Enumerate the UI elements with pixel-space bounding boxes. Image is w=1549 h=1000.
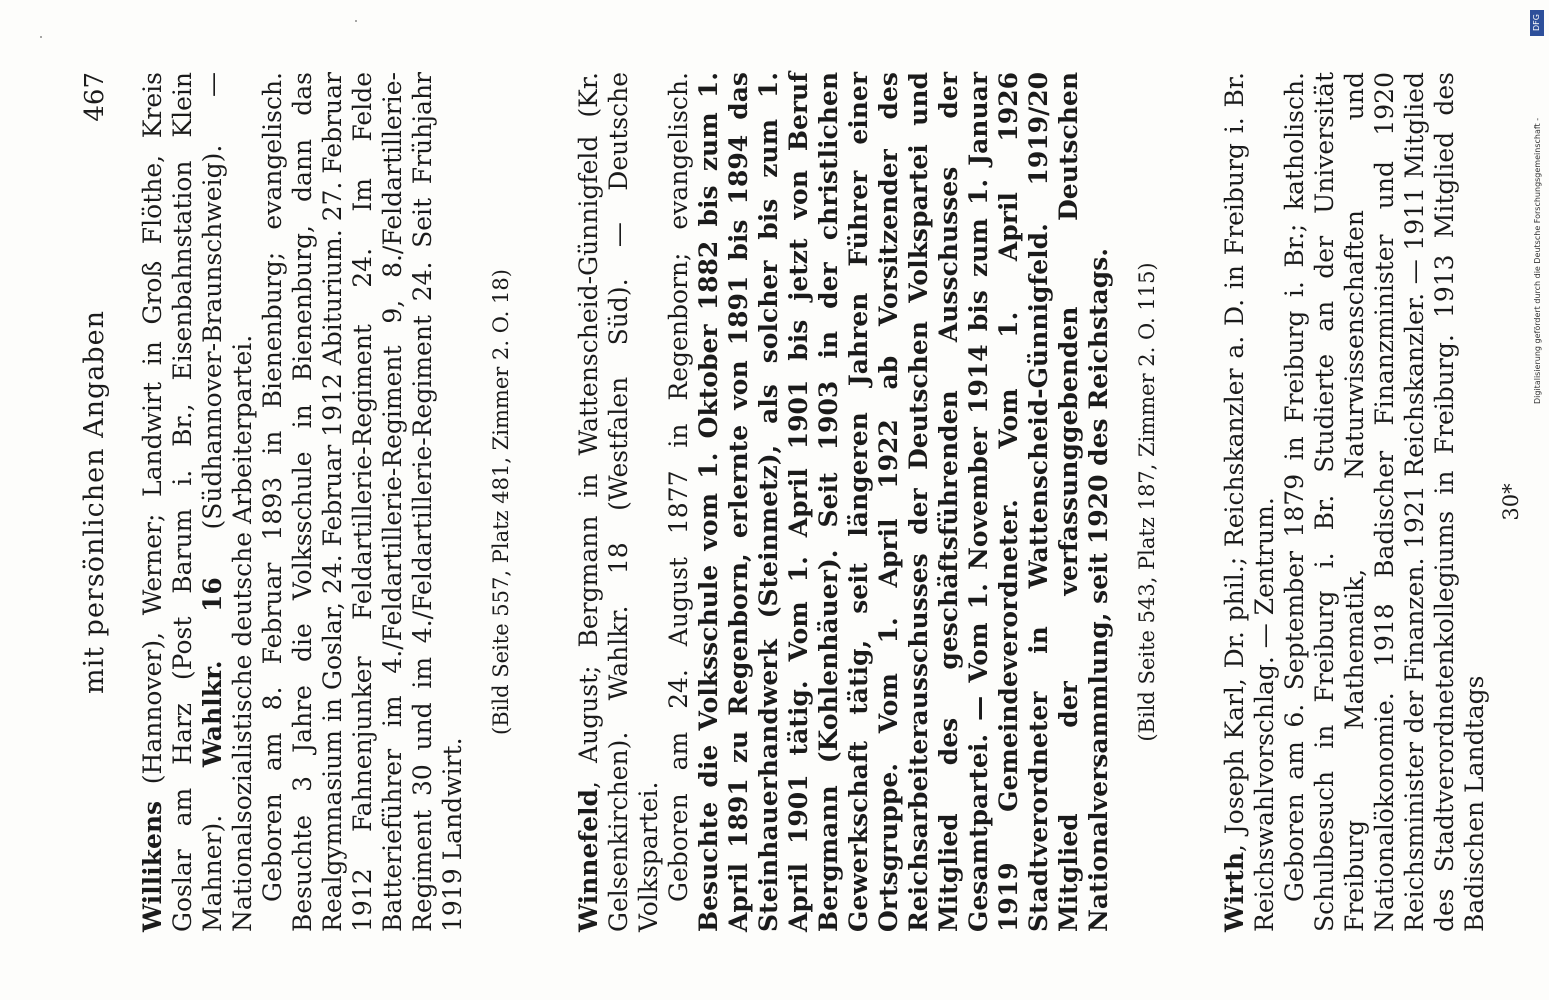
digitization-credit: Digitalisierung gefördert durch die Deutsche Forschungsgemeinschaft - (1533, 117, 1542, 404)
district-label: Wahlkr. 16 (198, 577, 227, 768)
entry-district: (Südhannover-Braunschweig). — Nationalsozialistische deutsche Arbeiterpartei. (198, 72, 257, 932)
digitization-sidebar (1528, 8, 1548, 993)
photo-reference: (Bild Seite 557, Platz 481, Zimmer 2. O. 18) (489, 269, 513, 735)
entry-wirth (1220, 72, 1490, 932)
entry-intro: (Hannover), Werner; Landwirt in Groß Flöthe, Kreis Goslar am Harz (Post Barum i. Br., Eisenbahnstation Klein Mahner). (138, 72, 227, 932)
entry-intro: , Joseph Karl, Dr. phil.; Reichskanzler a. D. in Freiburg i. Br. Reichswahlvorschlag. — Zentrum. (1220, 72, 1279, 932)
entry-heading (574, 72, 664, 932)
entry-bio-career: Besuchte die Volksschule vom 1. Oktober 1882 bis zum 1. April 1891 zu Regenborn, erlernte von 1891 bis 1894 das Steinhauerhandwerk (Steinmetz), als solcher bis zum 1. April 1901 tätig. Vom 1. April 1901 bis jetzt von Beruf Bergmann (Kohlenhäuer). Seit 1903 in der christlichen Gewerkschaft tätig, seit längeren Jahren Führer einer Ortsgruppe. Vom 1. April 1922 ab Vorsitzender des Reichsarbeiterausschusses der Deutschen Volkspartei und Mitglied des geschäftsführenden Ausschusses der Gesamtpartei. — Vom 1. November 1914 bis zum 1. Januar 1919 Gemeindeverordneter. Vom 1. April 1926 Stadtverordneter in Wattenscheid-Günnigfeld. 1919/20 Mitglied der verfassunggebenden Deutschen Nationalversammlung, seit 1920 des Reichstags. (694, 72, 1113, 932)
entry-bio-birth: Geboren am 24. August 1877 in Regenborn; evangelisch. (664, 72, 693, 902)
entry-heading (1220, 72, 1280, 932)
running-head (80, 72, 124, 932)
entry-bio (664, 72, 1114, 932)
page-body (80, 72, 1536, 932)
entry-intro: , August; Bergmann in Wattenscheid-Günnigfeld (Kr. Gelsenkirchen). Wahlkr. 18 (Westfalen Süd). — Deutsche Volkspartei. (574, 72, 663, 932)
entry-name: Winnefeld (574, 788, 603, 932)
running-head-title: mit persönlichen Angaben (79, 310, 110, 694)
entry-heading (138, 72, 258, 932)
entry-name: Willikens (138, 800, 167, 932)
scan-speck (355, 20, 357, 22)
page-number: 467 (80, 72, 110, 122)
entry-bio: Geboren am 8. Februar 1893 in Bienenburg; evangelisch. Besuchte 3 Jahre die Volksschule in Bienenburg, dann das Realgymnasium in Goslar, 24. Februar 1912 Abiturium. 27. Februar 1912 Fahnenjunker Feldartillerie-Regiment 24. Im Felde Batterieführer im 4./Feldartillerie-Regiment 9, 8./Feldartillerie-Regiment 30 und im 4./Feldartillerie-Regiment 24. Seit Frühjahr 1919 Landwirt. (258, 72, 467, 932)
dfg-logo-badge: DFG (1530, 10, 1544, 36)
photo-reference: (Bild Seite 543, Platz 187, Zimmer 2. O. 115) (1135, 262, 1159, 742)
entry-bio: Geboren am 6. September 1879 in Freiburg i. Br.; katholisch. Schulbesuch in Freiburg i. Br. Studierte an der Universität Freiburg Mathematik, Naturwissenschaften und Nationalökonomie. 1918 Badischer Finanzminister und 1920 Reichsminister der Finanzen. 1921 Reichskanzler. — 1911 Mitglied des Stadtverordnetenkollegiums in Freiburg. 1913 Mitglied des Badischen Landtags (1280, 72, 1489, 932)
entry-willikens (138, 72, 516, 932)
entry-name: Wirth (1220, 851, 1249, 932)
entry-winnefeld (574, 72, 1162, 932)
printer-signature: 30* (1499, 483, 1523, 521)
scan-speck (40, 36, 42, 38)
